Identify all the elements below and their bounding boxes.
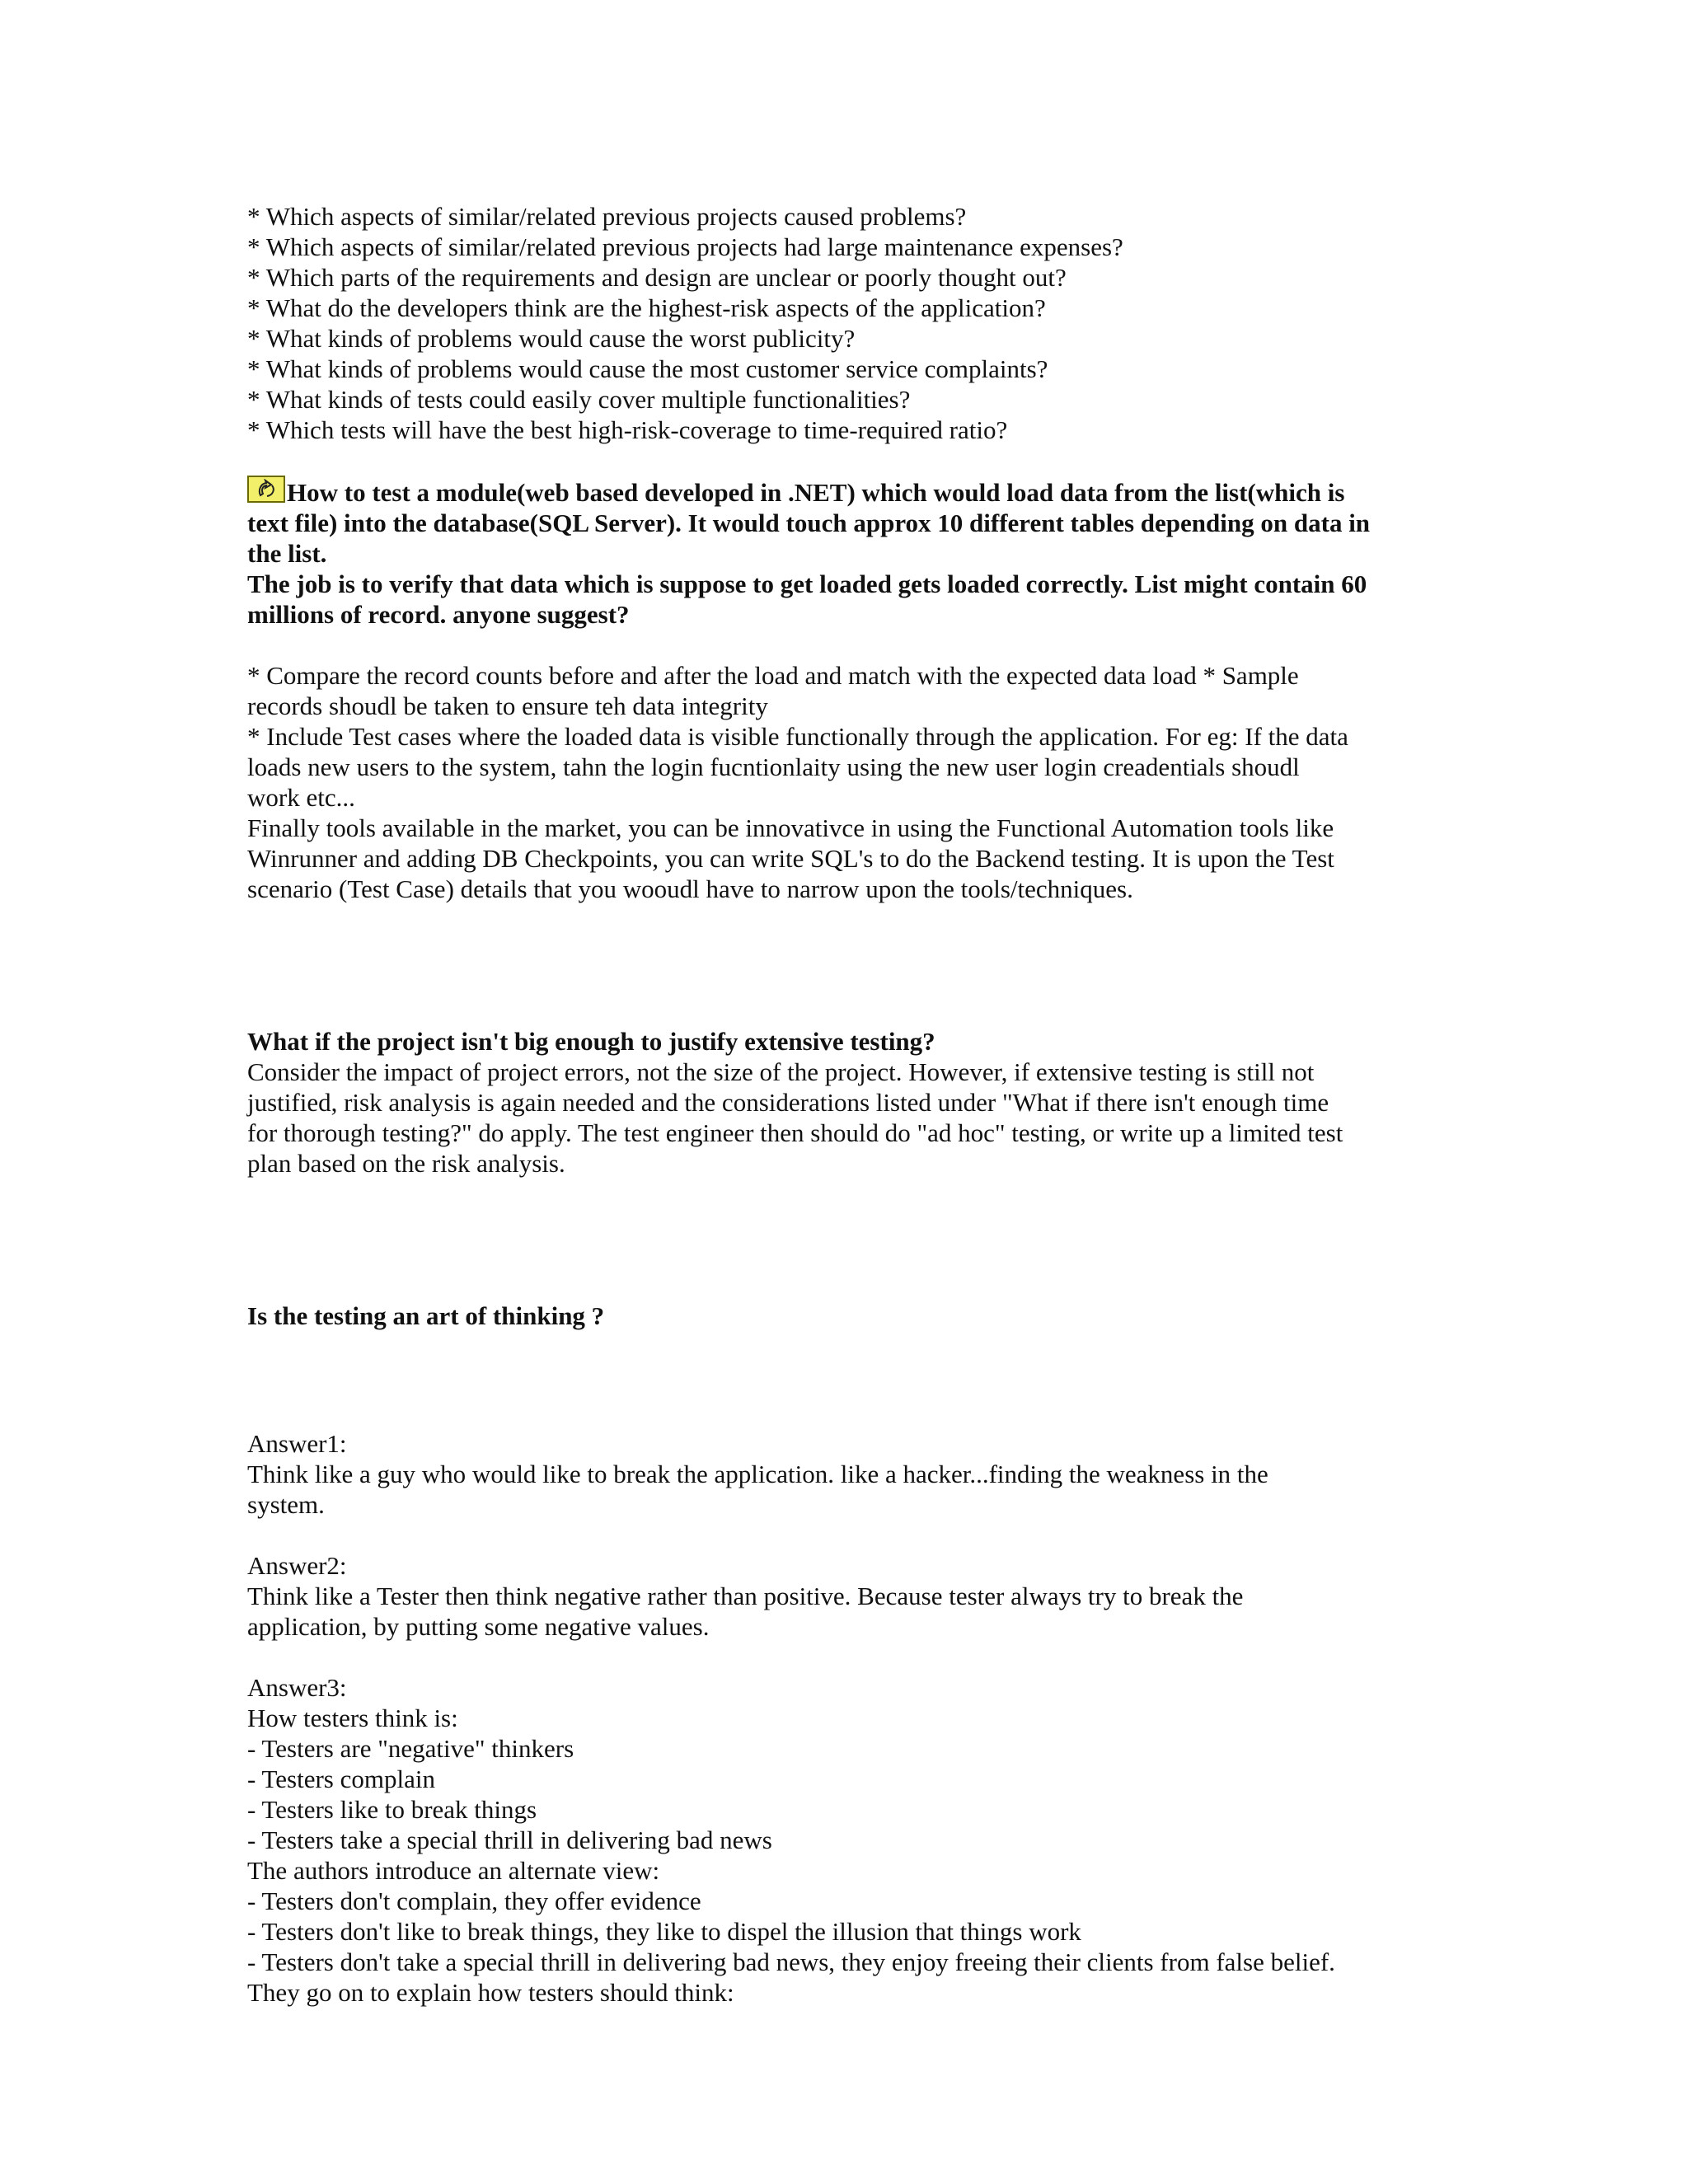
answer-line: application, by putting some negative values. [247,1612,710,1641]
answer-line: - Testers don't complain, they offer evidence [247,1886,701,1915]
answer-line: - Testers don't take a special thrill in delivering bad news, they enjoy freeing their clients from false belief. [247,1947,1335,1976]
risk-question: * Which parts of the requirements and design are unclear or poorly thought out? [247,263,1067,292]
answer-line: plan based on the risk analysis. [247,1149,565,1178]
risk-question: * What do the developers think are the highest-risk aspects of the application? [247,293,1046,322]
answer-2 [247,1550,1444,1642]
question-heading: Is the testing an art of thinking ? [247,1301,605,1330]
risk-question: * Which tests will have the best high-risk-coverage to time-required ratio? [247,415,1008,444]
question-line: text file) into the database(SQL Server). It would touch approx 10 different tables depending on data in [247,509,1371,537]
answer-line: scenario (Test Case) details that you wooudl have to narrow upon the tools/techniques. [247,874,1133,903]
answer-label: Answer3: [247,1673,347,1702]
answer-line: - Testers are "negative" thinkers [247,1734,574,1763]
question-line: millions of record. anyone suggest? [247,600,630,629]
answer-line: work etc... [247,783,355,812]
answer-line: Think like a Tester then think negative rather than positive. Because tester always try to break the [247,1582,1244,1610]
risk-question: * Which aspects of similar/related previous projects caused problems? [247,202,967,231]
answer-line: They go on to explain how testers should think: [247,1978,734,2007]
edit-link-icon[interactable] [247,476,285,503]
answer-label: Answer1: [247,1429,347,1458]
answer-line: Winrunner and adding DB Checkpoints, you can write SQL's to do the Backend testing. It is upon the Test [247,844,1334,873]
spacer [247,1331,1444,1428]
risk-question: * What kinds of problems would cause the most customer service complaints? [247,354,1048,383]
question-small-project [247,1026,1444,1179]
answer-line: system. [247,1490,325,1519]
answer-line: * Compare the record counts before and after the load and match with the expected data load * Sample [247,661,1299,690]
question-line: The job is to verify that data which is suppose to get loaded gets loaded correctly. List might contain 60 [247,569,1367,598]
answer-line: - Testers don't like to break things, they like to dispel the illusion that things work [247,1917,1081,1946]
question-line: the list. [247,539,327,568]
spacer [247,1520,1444,1550]
answer-line: Think like a guy who would like to break the application. like a hacker...finding the weakness in the [247,1460,1268,1488]
risk-questions-list [247,201,1444,445]
answer-line: How testers think is: [247,1704,458,1732]
question-art-of-thinking [247,1301,1444,2008]
answer-line: - Testers complain [247,1765,435,1793]
question-heading: What if the project isn't big enough to justify extensive testing? [247,1027,935,1056]
spacer [247,445,1444,476]
spacer [247,1642,1444,1672]
answer-line: loads new users to the system, tahn the login fucntionlaity using the new user login creadentials shoudl [247,752,1300,781]
answer-line: for thorough testing?" do apply. The test engineer then should do "ad hoc" testing, or write up a limited test [247,1118,1343,1147]
answer-line: * Include Test cases where the loaded data is visible functionally through the application. For eg: If the data [247,722,1348,751]
document-page [247,201,1444,2008]
answer-line: justified, risk analysis is again needed and the considerations listed under "What if there isn't enough time [247,1088,1329,1117]
answer-line: records shoudl be taken to ensure teh data integrity [247,691,768,720]
spacer [247,630,1444,660]
answer-line: - Testers like to break things [247,1795,537,1824]
risk-question: * What kinds of problems would cause the worst publicity? [247,324,856,353]
answer-label: Answer2: [247,1551,347,1580]
answer-body [247,660,1444,904]
risk-question: * What kinds of tests could easily cover multiple functionalities? [247,385,911,414]
question-net-module [247,476,1444,904]
answer-line: Finally tools available in the market, you can be innovativce in using the Functional Automation tools like [247,813,1334,842]
answer-line: The authors introduce an alternate view: [247,1856,660,1885]
risk-question: * Which aspects of similar/related previous projects had large maintenance expenses? [247,232,1123,261]
question-text: How to test a module(web based developed in .NET) which would load data from the list(which is [287,478,1345,507]
answer-3 [247,1672,1444,2008]
question-line-1 [247,476,1444,508]
spacer [247,904,1444,1026]
answer-line: - Testers take a special thrill in delivering bad news [247,1825,772,1854]
spacer [247,1179,1444,1301]
answer-1 [247,1428,1444,1520]
answer-line: Consider the impact of project errors, not the size of the project. However, if extensive testing is still not [247,1057,1315,1086]
question-heading [247,476,1444,630]
